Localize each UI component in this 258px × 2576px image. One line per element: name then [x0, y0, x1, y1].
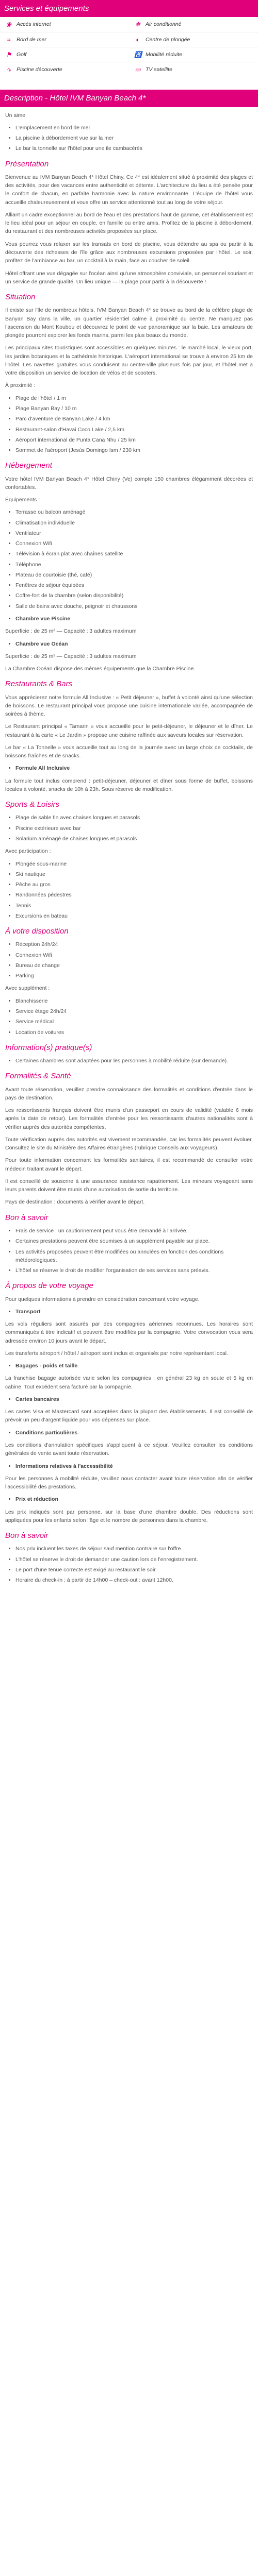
- paragraph: Bienvenue au IVM Banyan Beach 4* Hôtel Chiny, Ce 4* est idéalement situé à proximité des plages et des activités, pour des vacances entre authenticité et détente. L'architecture du lieu a été pensée pour le confort de chacun, en parfaite harmonie avec la nature environnante. L'équipe de l'hôtel vous accueille chaleureusement et vous offre un service attentionné tout au long de votre séjour.: [5, 174, 253, 206]
- paragraph: Pour les personnes à mobilité réduite, veuillez nous contacter avant toute réservation afin de vérifier l'accessibilité des prestations.: [5, 1475, 253, 1490]
- cartes-label: • Cartes bancaires: [15, 1395, 253, 1403]
- list-item: • Le port d'une tenue correcte est exigé au restaurant le soir.: [15, 1566, 253, 1574]
- list-item: • Téléphone: [15, 561, 253, 569]
- services-title: Services et équipements: [0, 0, 258, 17]
- paye-list: [5, 997, 253, 1037]
- situation-title: Situation: [5, 293, 36, 302]
- aone-label: Un aime: [5, 112, 26, 118]
- sports-list: [5, 814, 253, 843]
- bagages-list: [5, 1362, 253, 1370]
- paragraph: Pour toute information concernant les formalités sanitaires, il est recommandé de consulter votre médecin traitant avant le départ.: [5, 1157, 253, 1172]
- paragraph: Toute vérification auprès des autorités est vivement recommandée, car les formalités peuvent évoluer. Consultez le site du Ministère des Affaires étrangères (rubrique Conseils aux voyageurs).: [5, 1136, 253, 1151]
- list-item: • Connexion Wifi: [15, 539, 253, 548]
- list-item: • Randonnées pédestres: [15, 891, 253, 899]
- list-item: • Le bar la tonnelle sur l'hôtel pour une ile cambacérès: [15, 144, 253, 152]
- list-item: • Plongée sous-marine: [15, 860, 253, 868]
- paragraph: La Chambre Océan dispose des mêmes équipements que la Chambre Piscine.: [5, 666, 196, 672]
- equipements-label: Équipements :: [5, 497, 40, 503]
- wave-icon: ≈: [7, 36, 11, 43]
- service-item: ▭ TV satellite: [129, 62, 258, 77]
- service-item: ◐ Centre de plongée: [129, 32, 258, 47]
- bon-list: [5, 1545, 253, 1584]
- cartes-list: [5, 1395, 253, 1403]
- list-item: • Fenêtres de séjour équipées: [15, 581, 253, 589]
- list-item: • Ski nautique: [15, 870, 253, 878]
- service-item: ◉ Accès internet: [0, 17, 129, 32]
- presentation-title: Présentation: [5, 159, 49, 168]
- info-list: [5, 1057, 253, 1065]
- paragraph: Il existe sur l'île de nombreux hôtels, IVM Banyan Beach 4* se trouve au bord de la célèbre plage de Banyan Bay dans la ville, un quartier résidentiel calme à proximité du centre. Ne manquez pas l'ascension du Mont Koubou et découvrez le point de vue panoramique sur la baie. Les amateurs de plongée pourront explorer les fonds marins, parmi les plus beaux du monde.: [5, 307, 253, 339]
- services-grid: [0, 17, 258, 77]
- paragraph: Les vols réguliers sont assurés par des compagnies aériennes reconnues. Les horaires sont communiqués à titre indicatif et peuvent être modifiés par la compagnie. Votre convocation vous sera adressée environ 10 jours avant le départ.: [5, 1321, 253, 1344]
- list-item: • Certaines chambres sont adaptées pour les personnes à mobilité réduite (sur demande).: [15, 1057, 253, 1065]
- paragraph: Le Restaurant principal « Tamarin » vous accueille pour le petit-déjeuner, le déjeuner et le dîner. Le restaurant à la carte « Le Jardin » propose une cuisine raffinée aux saveurs locales sur réservation.: [5, 723, 253, 738]
- service-item: ⚑ Golf: [0, 47, 129, 62]
- tv-icon: ▭: [135, 66, 141, 74]
- description-title: Description - Hôtel IVM Banyan Beach 4*: [0, 90, 258, 107]
- restaurants-title: Restaurants & Bars: [5, 680, 73, 689]
- paragraph: Les ressortissants français doivent être munis d'un passeport en cours de validité (valable 6 mois après la date de retour). Les formalités d'entrée pour les ressortissants d'autres nationalités sont à vérifier auprès des autorités compétentes.: [5, 1107, 253, 1130]
- paragraph: Vous apprécierez notre formule All Inclusive : « Petit déjeuner », buffet à volonté ainsi qu'une sélection de boissons. Le restaurant principal vous propose une cuisine internationale variée, accompagnée de soirées à thème.: [5, 694, 253, 718]
- paragraph: Vous pourrez vous relaxer sur les transats en bord de piscine, vous détendre au spa ou partir à la découverte des richesses de l'île grâce aux nombreuses excursions proposées par l'hôtel. Le soir, profitez de l'ambiance au bar, un cocktail à la main, face au coucher de soleil.: [5, 241, 253, 264]
- list-item: • Les activités proposées peuvent être modifiées ou annulées en fonction des conditions météorologiques.: [15, 1248, 253, 1265]
- apropos-title: À propos de votre voyage: [5, 1281, 93, 1291]
- notes-title: Bon à savoir: [5, 1213, 49, 1222]
- chambre-list: [5, 615, 253, 623]
- formule-list: [5, 764, 253, 772]
- list-item: • Réception 24h/24: [15, 940, 253, 948]
- dispo-title: À votre disposition: [5, 927, 69, 936]
- equipements-list: [5, 508, 253, 611]
- conditions-label: • Conditions particulières: [15, 1429, 253, 1437]
- list-item: • Climatisation individuelle: [15, 519, 253, 527]
- paragraph: Avant toute réservation, veuillez prendre connaissance des formalités et conditions d'entrée dans le pays de destination.: [5, 1086, 253, 1101]
- list-item: • Connexion Wifi: [15, 951, 253, 959]
- list-item: • Salle de bains avec douche, peignoir et chaussons: [15, 602, 253, 611]
- list-item: • L'hôtel se réserve le droit de demander une caution lors de l'enregistrement.: [15, 1555, 253, 1564]
- list-item: • Plage de l'hôtel / 1 m: [15, 394, 253, 402]
- list-item: • Parc d'aventure de Banyan Lake / 4 km: [15, 415, 253, 423]
- bagages-label: • Bagages - poids et taille: [15, 1362, 253, 1370]
- prix-label: • Prix et réduction: [15, 1495, 253, 1503]
- list-item: • Télévision à écran plat avec chaînes satellite: [15, 550, 253, 558]
- aone-list: [5, 124, 253, 153]
- paragraph: Les conditions d'annulation spécifiques s'appliquent à ce séjour. Veuillez consulter les conditions générales de vente avant toute réservation.: [5, 1442, 253, 1457]
- list-item: • Sommet de l'aéroport (Jesús Domingo Ism / 230 km: [15, 446, 253, 454]
- list-item: • Parking: [15, 972, 253, 980]
- paragraph: Votre hôtel IVM Banyan Beach 4* Hôtel Chiny (Ve) compte 150 chambres élégamment décorées et confortables.: [5, 476, 253, 490]
- paye-label: Avec supplément :: [5, 985, 50, 992]
- infos-list: [5, 1462, 253, 1470]
- proximite-list: [5, 394, 253, 455]
- infos-label: • Informations relatives à l'accessibilité: [15, 1462, 253, 1470]
- hebergement-title: Hébergement: [5, 461, 52, 470]
- paragraph: Les transferts aéroport / hôtel / aéroport sont inclus et organisés par notre représentant local.: [5, 1350, 228, 1357]
- list-item: • Plateau de courtoisie (thé, café): [15, 571, 253, 579]
- list-item: • Coffre-fort de la chambre (selon disponibilité): [15, 591, 253, 600]
- transport-label: • Transport: [15, 1308, 253, 1316]
- service-item: ♿ Mobilité réduite: [129, 47, 258, 62]
- paragraph: La formule tout inclus comprend : petit-déjeuner, déjeuner et dîner sous forme de buffet, boissons locales à volonté, snacks de 10h à 23h. Sous réserve de modification.: [5, 777, 253, 792]
- list-item: • Excursions en bateau: [15, 912, 253, 920]
- chambre-vue-ocean: • Chambre vue Océan: [15, 640, 253, 648]
- list-item: • Aéroport international de Punta Cana Nhu / 25 km: [15, 436, 253, 444]
- list-item: • Restaurant-salon d'Havai Coco Lake / 2,5 km: [15, 426, 253, 434]
- list-item: • Plage de sable fin avec chaises longues et parasols: [15, 814, 253, 822]
- paragraph: Superficie : de 25 m² — Capacité : 3 adultes maximum: [5, 628, 137, 635]
- service-item: ≈ Bord de mer: [0, 32, 129, 47]
- wheelchair-icon: ♿: [134, 50, 142, 58]
- chambre-vue-piscine: • Chambre vue Piscine: [15, 615, 253, 623]
- snowflake-icon: ✻: [135, 21, 141, 28]
- list-item: • Service médical: [15, 1018, 253, 1026]
- formalites-title: Formalités & Santé: [5, 1072, 71, 1081]
- paragraph: Les principaux sites touristiques sont accessibles en quelques minutes : le marché local, le vieux port, les jardins botaniques et la cathédrale historique. L'aéroport international se trouve à environ 25 km de l'hôtel. Les navettes gratuites vous conduisent au centre-ville plusieurs fois par jour, et l'hôtel met à votre disposition un service de location de vélos et de scooters.: [5, 345, 253, 377]
- service-item: ✻ Air conditionné: [129, 17, 258, 32]
- formule-label: • Formule All Inclusive: [15, 764, 253, 772]
- list-item: • La piscine à débordement vue sur la mer: [15, 134, 253, 142]
- list-item: • Plage Banyan Bay / 10 m: [15, 404, 253, 413]
- list-item: • Certaines prestations peuvent être soumises à un supplément payable sur place.: [15, 1237, 253, 1245]
- list-item: • Service étage 24h/24: [15, 1007, 253, 1015]
- paragraph: Hôtel offrant une vue dégagée sur l'océan ainsi qu'une atmosphère conviviale, un personnel souriant et un service de grande qualité. Un lieu unique — la plage pour partir à la découverte !: [5, 270, 253, 285]
- pool-icon: ∿: [6, 66, 12, 74]
- paragraph: Le bar « La Tonnelle » vous accueille tout au long de la journée avec un large choix de cocktails, de boissons fraîches et de snacks.: [5, 744, 253, 759]
- bon-title: Bon à savoir: [5, 1531, 49, 1540]
- notes-list: [5, 1227, 253, 1275]
- service-item: ∿ Piscine découverte: [0, 62, 129, 77]
- wifi-icon: ◉: [6, 21, 12, 28]
- dispo-list: [5, 940, 253, 980]
- list-item: • Pêche au gros: [15, 880, 253, 889]
- sports-title: Sports & Loisirs: [5, 800, 60, 809]
- diver-icon: ◐: [136, 36, 140, 43]
- paragraph: Superficie : de 25 m² — Capacité : 3 adultes maximum: [5, 653, 137, 659]
- paragraph: Pays de destination : documents à vérifier avant le départ.: [5, 1199, 145, 1206]
- conditions-list: [5, 1429, 253, 1437]
- list-item: • L'emplacement en bord de mer: [15, 124, 253, 132]
- list-item: • Terrasse ou balcon aménagé: [15, 508, 253, 516]
- paragraph: Il est conseillé de souscrire à une assurance assistance rapatriement. Les mineurs voyageant sans leurs parents doivent être munis d'une autorisation de sortie du territoire.: [5, 1178, 253, 1193]
- chambre-list: [5, 640, 253, 648]
- proximite-label: À proximité :: [5, 382, 36, 389]
- description-content: [0, 107, 258, 1599]
- list-item: • Location de voitures: [15, 1028, 253, 1037]
- list-item: • Ventilateur: [15, 529, 253, 537]
- prix-list: [5, 1495, 253, 1503]
- activites-list: [5, 860, 253, 921]
- list-item: • Tennis: [15, 902, 253, 910]
- list-item: • L'hôtel se réserve le droit de modifier l'organisation de ses services sans préavis.: [15, 1266, 253, 1275]
- list-item: • Horaire du check-in : à partir de 14h00 – check-out : avant 12h00.: [15, 1576, 253, 1584]
- transport-list: [5, 1308, 253, 1316]
- list-item: • Piscine extérieure avec bar: [15, 824, 253, 833]
- list-item: • Solarium aménagé de chaises longues et parasols: [15, 835, 253, 843]
- list-item: • Nos prix incluent les taxes de séjour sauf mention contraire sur l'offre.: [15, 1545, 253, 1553]
- activites-label: Avec participation :: [5, 848, 51, 855]
- golf-icon: ⚑: [6, 50, 12, 58]
- paragraph: Les cartes Visa et Mastercard sont acceptées dans la plupart des établissements. Il est conseillé de prévoir un peu d'argent liquide pour vos dépenses sur place.: [5, 1409, 253, 1423]
- paragraph: Pour quelques informations à prendre en considération concernant votre voyage.: [5, 1296, 200, 1302]
- paragraph: La franchise bagage autorisée varie selon les compagnies : en général 23 kg en soute et 5 kg en cabine. Tout excédent sera facturé par la compagnie.: [5, 1375, 253, 1390]
- list-item: • Frais de service : un cautionnement peut vous être demandé à l'arrivée.: [15, 1227, 253, 1235]
- list-item: • Blanchisserie: [15, 997, 253, 1005]
- paragraph: Les prix indiqués sont par personne, sur la base d'une chambre double. Des réductions sont appliquées pour les enfants selon l'âge et le nombre de personnes dans la chambre.: [5, 1509, 253, 1523]
- info-title: Information(s) pratique(s): [5, 1043, 92, 1052]
- paragraph: Alliant un cadre exceptionnel au bord de l'eau et des prestations haut de gamme, cet établissement est le lieu idéal pour un séjour en couple, en famille ou entre amis. Profitez de la piscine à débordement, du restaurant et des nombreuses activités proposées sur place.: [5, 211, 253, 235]
- list-item: • Bureau de change: [15, 961, 253, 970]
